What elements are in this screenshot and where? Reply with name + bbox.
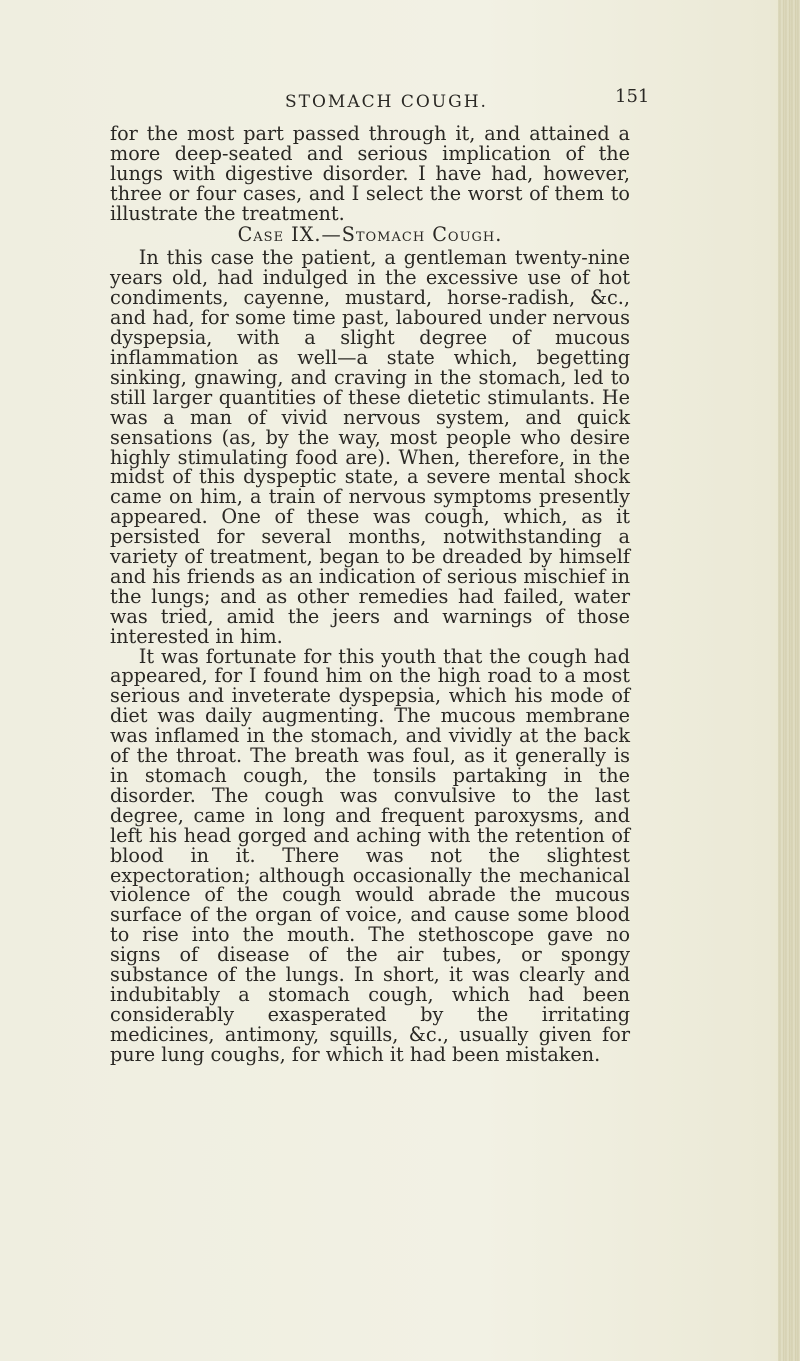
running-head [0, 80, 800, 110]
paragraph: It was fortunate for this youth that the cough had appeared, for I found him on the high road to a most serious and inveterate dyspepsia, which his mode of diet was daily augmenting. The mucous membrane was inflamed in the stomach, and vividly at the back of the throat. The breath was foul, as it generally is in stomach cough, the tonsils partaking in the disorder. The cough was convulsive to the last degree, came in long and frequent paroxysms, and left his head gorged and aching with the retention of blood in it. There was not the slightest expectoration; although occasionally the mechanical violence of the cough would abrade the mucous surface of the organ of voice, and cause some blood to rise into the mouth. The stethoscope gave no signs of disease of the air tubes, or spongy substance of the lungs. In short, it was clearly and indubitably a stomach cough, which had been considerably exasperated by the irritating medicines, antimony, squills, &c., usually given for pure lung coughs, for which it had been mistaken. [110, 644, 630, 1066]
paragraph: for the most part passed through it, and attained a more deep-seated and serious implication of the lungs with digestive disorder. I have had, however, three or four cases, and I select the worst of them to illustrate the treatment. [110, 122, 630, 225]
page-edge [778, 0, 800, 1361]
running-title: STOMACH COUGH. [285, 92, 488, 112]
body-text [110, 124, 630, 1065]
paragraph: In this case the patient, a gentleman twenty-nine years old, had indulged in the excessive use of hot condiments, cayenne, mustard, horse-radish, &c., and had, for some time past, laboured under nervous dyspepsia, with a slight degree of mucous inflammation as well—a state which, begetting sinking, gnawing, and craving in the stomach, led to still larger quantities of these dietetic stimulants. He was a man of vivid nervous system, and quick sensations (as, by the way, most people who desire highly stimulating food are). When, therefore, in the midst of this dyspeptic state, a severe mental shock came on him, a train of nervous symptoms presently appeared. One of these was cough, which, as it persisted for several months, notwithstanding a variety of treatment, began to be dreaded by himself and his friends as an indication of serious mischief in the lungs; and as other remedies had failed, water was tried, amid the jeers and warnings of those interested in him. [110, 246, 630, 648]
case-heading: Case IX.—Stomach Cough. [237, 222, 503, 246]
page-number: 151 [615, 86, 650, 107]
